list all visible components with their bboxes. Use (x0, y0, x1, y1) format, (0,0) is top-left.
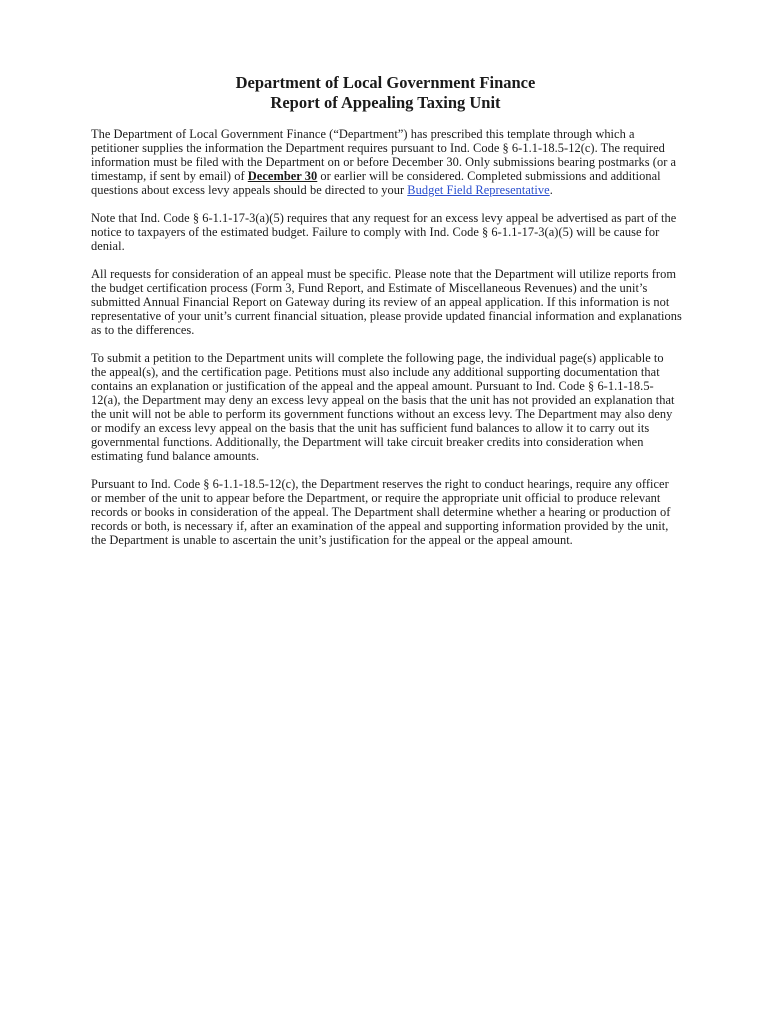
budget-field-representative-link[interactable]: Budget Field Representative (407, 183, 550, 197)
intro-text-a: The Department of Local Government Finance (“Department”) has prescribed this template through which a petitioner supplies the information the Department requires pursuant to Ind. Code § 6-1.1-18.5-12(c). The required information must be filed with the Department on or before December 30. Only submissions bearing postmarks (or a timestamp, if sent by email) of (91, 127, 677, 183)
document-title (91, 73, 682, 113)
title-line-1: Department of Local Government Finance (235, 73, 536, 92)
specific-requests-paragraph: All requests for consideration of an appeal must be specific. Please note that the Department will utilize reports from the budget certification process (Form 3, Fund Report, and Estimate of Miscellaneous Revenues) and the unit’s submitted Annual Financial Report on Gateway during its review of an appeal application. If this information is not representative of your unit’s current financial situation, please provide updated financial information and explanations as to the differences. (91, 267, 682, 337)
hearings-paragraph: Pursuant to Ind. Code § 6-1.1-18.5-12(c), the Department reserves the right to conduct hearings, require any officer or member of the unit to appear before the Department, or require the appropriate unit official to produce relevant records or books in consideration of the appeal. The Department shall determine whether a hearing or production of records or both, is necessary if, after an examination of the appeal and supporting information provided by the unit, the Department is unable to ascertain the unit’s justification for the appeal or the appeal amount. (91, 477, 671, 547)
title-line-2: Report of Appealing Taxing Unit (270, 93, 501, 112)
advertising-requirement-paragraph: Note that Ind. Code § 6-1.1-17-3(a)(5) requires that any request for an excess levy appeal be advertised as part of the notice to taxpayers of the estimated budget. Failure to comply with Ind. Code § 6-1.1-17-3(a)(5) will be cause for denial. (91, 211, 677, 253)
petition-submission-paragraph: To submit a petition to the Department units will complete the following page, the individual page(s) applicable to the appeal(s), and the certification page. Petitions must also include any additional supporting documentation that contains an explanation or justification of the appeal and the appeal amount. Pursuant to Ind. Code § 6-1.1-18.5-12(a), the Department may deny an excess levy appeal on the basis that the unit has not provided an explanation that the unit will not be able to perform its government functions without an excess levy. The Department may also deny or modify an excess levy appeal on the basis that the unit has sufficient fund balances to allow it to carry out its governmental functions. Additionally, the Department will take circuit breaker credits into consideration when estimating fund balance amounts. (91, 351, 675, 463)
intro-text-b: or earlier will be considered. Completed submissions and additional questions about excess levy appeals should be directed to your (91, 169, 661, 197)
intro-paragraph (91, 127, 682, 197)
intro-text-c: . (549, 183, 553, 197)
deadline-date: December 30 (247, 169, 318, 183)
